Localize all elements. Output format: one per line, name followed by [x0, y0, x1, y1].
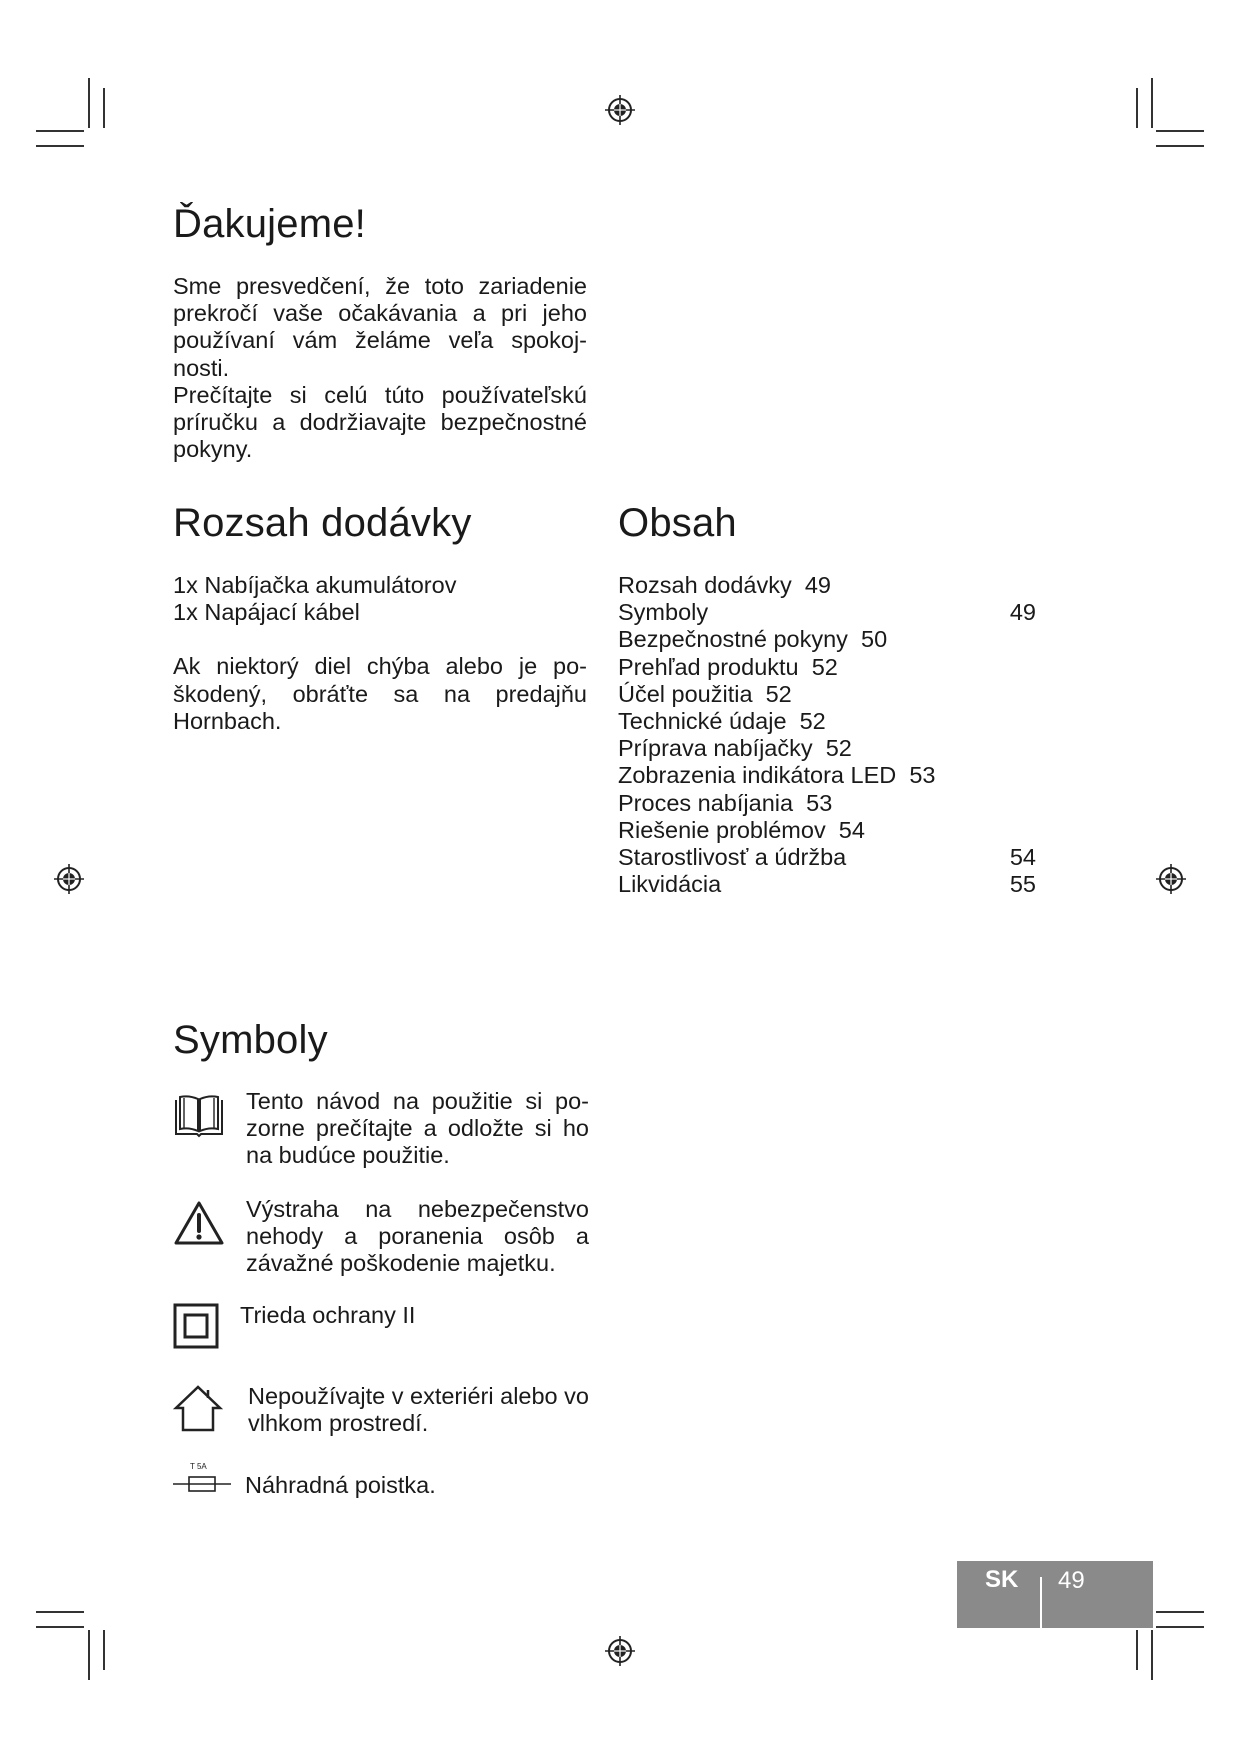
toc-entry[interactable]: [618, 654, 1036, 681]
toc-entry[interactable]: [618, 572, 1036, 599]
delivery-heading: Rozsah dodávky: [173, 501, 472, 545]
toc-entry[interactable]: [618, 599, 1036, 626]
toc-entry-text: Rozsah dodávky 49: [618, 572, 831, 598]
toc-entry[interactable]: [618, 817, 1036, 844]
toc-entry[interactable]: [618, 844, 1036, 871]
delivery-item: 1x Nabíjačka akumulátorov: [173, 572, 457, 598]
toc-entry-text: Prehľad produktu 52: [618, 653, 838, 680]
toc-entry-page: 55: [1009, 871, 1036, 898]
symbols-section: [173, 1016, 589, 1536]
toc-entry-text: Bezpečnostné pokyny 50: [618, 626, 888, 653]
delivery-item: 1x Napájací kábel: [173, 599, 360, 626]
thanks-heading: Ďakujeme!: [173, 202, 366, 246]
warning-triangle-icon: [173, 1200, 225, 1246]
toc-entry-text: Proces nabíjania 53: [618, 789, 833, 816]
registration-mark-icon: [603, 93, 637, 127]
toc-entry-page: 49: [1009, 599, 1036, 626]
language-code: SK: [985, 1566, 1019, 1593]
book-icon: [173, 1094, 225, 1138]
delivery-note: Ak niektorý diel chýba alebo je poškodený, obráťte sa na predajňu Hornbach.: [173, 653, 587, 734]
fuse-icon: [173, 1462, 231, 1498]
toc-entry-text: Zobrazenia indikátora LED 53: [618, 762, 936, 789]
toc-entry-title: Symboly: [618, 599, 709, 626]
delivery-section: [173, 499, 587, 735]
registration-mark-icon: [52, 862, 86, 896]
symbol-text: Náhradná poistka.: [245, 1472, 436, 1498]
symbol-text: Trieda ochrany II: [240, 1302, 416, 1328]
fuse-label: T 5A: [190, 1462, 207, 1471]
symbols-heading: Symboly: [173, 1018, 328, 1062]
indoor-use-only-icon: [173, 1384, 223, 1432]
toc-entry[interactable]: [618, 871, 1036, 898]
symbol-text: Tento návod na použitie si pozorne prečítajte a odložte si ho na budúce použitie.: [246, 1088, 589, 1169]
toc-entry-title: Starostlivosť a údržba: [618, 843, 847, 870]
thanks-section: [173, 200, 587, 463]
contents-section: [618, 499, 1036, 898]
protection-class-ii-icon: [173, 1303, 219, 1349]
toc-entry[interactable]: [618, 626, 1036, 653]
registration-mark-icon: [1154, 862, 1188, 896]
toc-entry[interactable]: [618, 681, 1036, 708]
page-tab-divider: [1040, 1577, 1042, 1628]
toc-entry[interactable]: [618, 708, 1036, 735]
thanks-paragraph-1: Sme presvedčení, že toto zariadenie prekročí vaše očakávania a pri jeho používaní vám želáme veľa spokojnosti.: [173, 273, 587, 381]
symbol-text: Výstraha na nebezpečenstvo nehody a poranenia osôb a závažné poškodenie majetku.: [246, 1196, 589, 1277]
toc-entry-page: 54: [1009, 843, 1036, 870]
symbol-text: Nepoužívajte v exteriéri alebo vo vlhkom prostredí.: [248, 1383, 589, 1437]
toc-entry-text: Účel použitia 52: [618, 680, 792, 707]
registration-mark-icon: [603, 1634, 637, 1668]
toc-entry[interactable]: [618, 762, 1036, 789]
toc-entry-title: Likvidácia: [618, 871, 722, 898]
thanks-paragraph-2: Prečítajte si celú túto používateľskú príručku a dodržiavajte bezpečnostné pokyny.: [173, 381, 587, 463]
toc-entry-text: Technické údaje 52: [618, 707, 826, 734]
toc-entry[interactable]: [618, 790, 1036, 817]
toc-entry-text: Riešenie problémov 54: [618, 816, 865, 843]
toc-entry-text: Príprava nabíjačky 52: [618, 735, 852, 762]
toc-entry[interactable]: [618, 735, 1036, 762]
page-number: 49: [1058, 1567, 1085, 1594]
contents-heading: Obsah: [618, 501, 737, 545]
